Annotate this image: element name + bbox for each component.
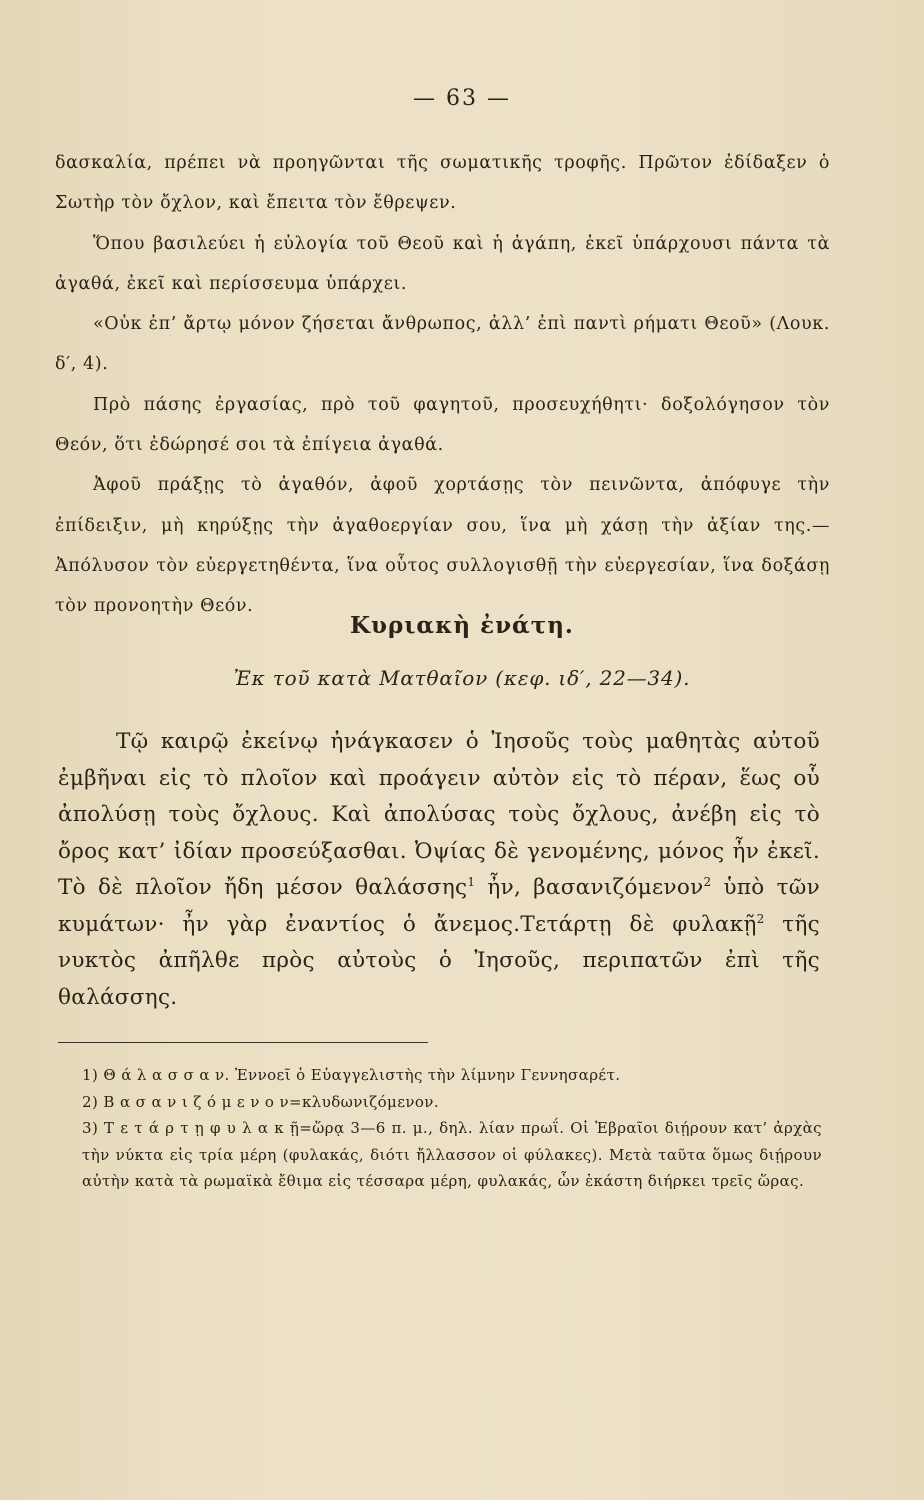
footnote: 1) Θ ά λ α σ σ α ν. Ἐννοεῖ ὁ Εὐαγγελιστὴς τὴν λίμνην Γεννησαρέτ. <box>82 1066 621 1084</box>
section-title: Κυριακὴ ἐνάτη. <box>350 612 574 639</box>
footnote-ref: 2 <box>703 874 712 889</box>
paragraph: Ὅπου βασιλεύει ἡ εὐλογία τοῦ Θεοῦ καὶ ἡ ἀγάπη, ἐκεῖ ὑπάρχουσι πάντα τὰ ἀγαθά, ἐκεῖ καὶ περίσσευμα ὑπάρχει. <box>55 233 830 294</box>
gospel-paragraph <box>58 724 820 1016</box>
paragraph: Πρὸ πάσης ἐργασίας, πρὸ τοῦ φαγητοῦ, προσευχήθητι· δοξολόγησον τὸν Θεόν, ὅτι ἐδώρησέ σοι τὰ ἐπίγεια ἀγαθά. <box>55 394 830 456</box>
paragraph: «Οὐκ ἐπ’ ἄρτῳ μόνον ζήσεται ἄνθρωπος, ἀλλ’ ἐπὶ παντὶ ρήματι Θεοῦ» (Λουκ. δ′, 4). <box>55 314 830 375</box>
section-source: Ἐκ τοῦ κατὰ Ματθαῖον (κεφ. ιδ′, 22—34). <box>233 666 691 690</box>
paragraph: δασκαλία, πρέπει νὰ προηγῶνται τῆς σωματικῆς τροφῆς. Πρῶτον ἐδίδαξεν ὁ Σωτὴρ τὸν ὄχλον, καὶ ἔπειτα τὸν ἔθρεψεν. <box>55 153 830 214</box>
footnote-divider <box>58 1042 428 1043</box>
gospel-text-part: ὑπὸ τῶν κυμάτων· ἦν γὰρ ἐναντίος ὁ ἄνεμος.Τετάρτῃ δὲ φυλακῇ <box>58 875 820 937</box>
paragraph: Ἀφοῦ πράξῃς τὸ ἀγαθόν, ἀφοῦ χορτάσῃς τὸν πεινῶντα, ἀπόφυγε τὴν ἐπίδειξιν, μὴ κηρύξῃς τὴν ἀγαθοεργίαν σου, ἵνα μὴ χάσῃ τὴν ἀξίαν της.— Ἀπόλυσον τὸν εὐεργετηθέντα, ἵνα οὗτος συλλογισθῇ τὴν εὐεργεσίαν, ἵνα δοξάσῃ τὸν προνοητὴν Θεόν. <box>55 475 830 617</box>
footnote: 2) Β α σ α ν ι ζ ό μ ε ν ο ν=κλυδωνιζόμενον. <box>82 1092 439 1111</box>
gospel-text <box>58 724 820 1016</box>
page-number: — 63 — <box>413 86 511 111</box>
upper-text-block <box>55 143 830 627</box>
gospel-text-part: τῆς νυκτὸς ἀπῆλθε πρὸς αὐτοὺς ὁ Ἰησοῦς, περιπατῶν ἐπὶ τῆς θαλάσσης. <box>58 911 820 1010</box>
footnotes <box>82 1062 822 1195</box>
gospel-text-part: ἦν, βασανιζόμενον <box>475 875 704 900</box>
footnote-ref: 1 <box>467 874 476 889</box>
gospel-text-part: Τῷ καιρῷ ἐκείνῳ ἠνάγκασεν ὁ Ἰησοῦς τοὺς μαθητὰς αὐτοῦ ἐμβῆναι εἰς τὸ πλοῖον καὶ προάγειν αὐτὸν εἰς τὸ πέραν, ἕως οὗ ἀπολύσῃ τοὺς ὄχλους. Καὶ ἀπολύσας τοὺς ὄχλους, ἀνέβη εἰς τὸ ὄρος κατ’ ἰδίαν προσεύξασθαι. Ὀψίας δὲ γενομένης, μόνος ἦν ἐκεῖ. Τὸ δὲ πλοῖον ἤδη μέσον θαλάσσης <box>58 729 820 900</box>
footnote: 3) Τ ε τ ά ρ τ ῃ φ υ λ α κ ῇ=ὥρᾳ 3—6 π. μ., δηλ. λίαν πρωΐ. Οἱ Ἑβραῖοι διῄρουν κατ’ ἀρχὰς τὴν νύκτα εἰς τρία μέρη (φυλακάς, διότι ἤλλασσον οἱ φύλακες). Μετὰ ταῦτα ὅμως διῄρουν αὐτὴν κατὰ τὰ ρωμαϊκὰ ἔθιμα εἰς τέσσαρα μέρη, φυλακάς, ὧν ἑκάστη διήρκει τρεῖς ὥρας. <box>82 1119 822 1190</box>
footnote-ref: 2 <box>756 911 765 926</box>
